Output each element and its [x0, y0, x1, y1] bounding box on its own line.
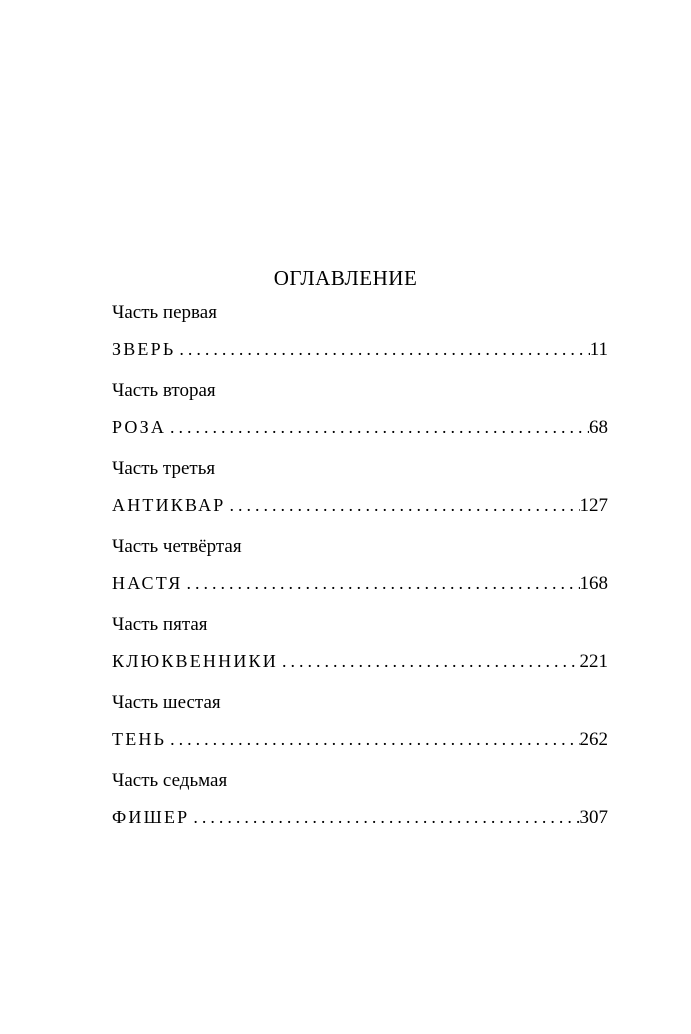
toc-entry[interactable] — [112, 336, 608, 363]
page-number: 127 — [579, 495, 608, 516]
dot-leader — [278, 648, 580, 674]
page-number: 68 — [589, 417, 608, 438]
part-label: Часть пятая — [112, 614, 208, 635]
toc-entry[interactable] — [112, 804, 608, 831]
entry-title: ЗВЕРЬ — [112, 339, 176, 359]
toc-entry[interactable] — [112, 414, 608, 441]
page-number: 168 — [579, 573, 608, 594]
toc-entry[interactable] — [112, 492, 608, 519]
page-number: 221 — [579, 651, 608, 672]
dot-leader — [225, 492, 579, 518]
dot-leader — [189, 804, 579, 830]
dot-leader — [166, 726, 579, 752]
toc-part — [112, 456, 608, 534]
toc-entry[interactable] — [112, 570, 608, 597]
entry-title: КЛЮКВЕННИКИ — [112, 651, 278, 671]
page-number: 307 — [579, 807, 608, 828]
toc-part — [112, 378, 608, 456]
dot-leader — [182, 570, 579, 596]
page-title: ОГЛАВЛЕНИЕ — [273, 266, 418, 290]
toc-entry[interactable] — [112, 648, 608, 675]
dot-leader — [175, 336, 589, 362]
part-label: Часть шестая — [112, 692, 221, 713]
toc-part — [112, 300, 608, 378]
entry-title: НАСТЯ — [112, 573, 183, 593]
toc-part — [112, 612, 608, 690]
entry-title: ТЕНЬ — [112, 729, 167, 749]
toc-part — [112, 768, 608, 846]
part-label: Часть седьмая — [112, 770, 228, 791]
toc-part — [112, 534, 608, 612]
toc-entry[interactable] — [112, 726, 608, 753]
part-label: Часть первая — [112, 302, 217, 323]
table-of-contents — [112, 300, 608, 846]
entry-title: ФИШЕР — [112, 807, 190, 827]
toc-part — [112, 690, 608, 768]
entry-title: РОЗА — [112, 417, 167, 437]
dot-leader — [166, 414, 589, 440]
part-label: Часть вторая — [112, 380, 216, 401]
entry-title: АНТИКВАР — [112, 495, 226, 515]
part-label: Часть третья — [112, 458, 216, 479]
part-label: Часть четвёртая — [112, 536, 242, 557]
page-number: 262 — [579, 729, 608, 750]
page-number: 11 — [589, 339, 608, 360]
